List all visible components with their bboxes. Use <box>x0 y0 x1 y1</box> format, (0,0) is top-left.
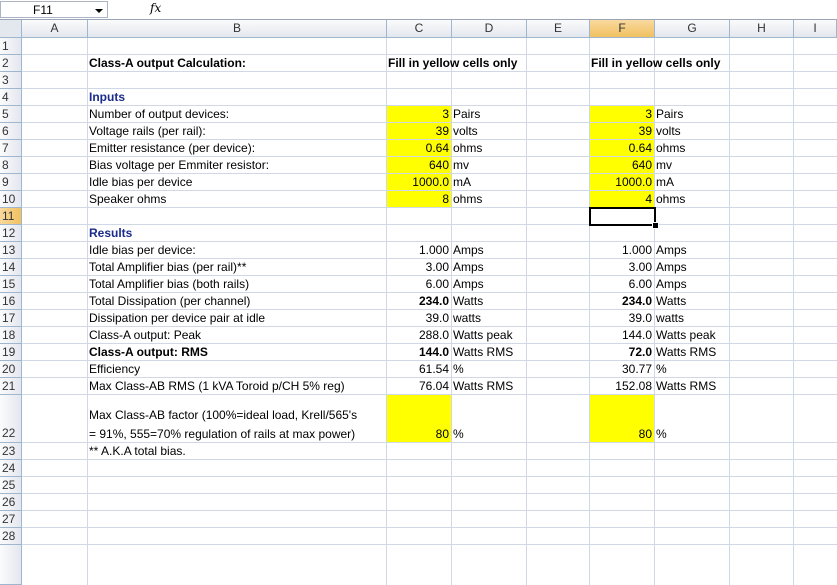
column-header-b[interactable]: B <box>88 20 387 38</box>
value-f15[interactable]: 6.00 <box>628 277 652 291</box>
row-header[interactable]: 26 <box>0 494 22 511</box>
value-c19[interactable]: 144.0 <box>418 345 449 359</box>
unit-g14[interactable]: Amps <box>656 260 687 274</box>
input-f6[interactable]: 39 <box>638 124 652 138</box>
row-header[interactable]: 16 <box>0 293 22 310</box>
row-header[interactable]: 5 <box>0 106 22 123</box>
formula-bar <box>0 0 837 20</box>
value-f16[interactable]: 234.0 <box>621 294 652 308</box>
row-header[interactable]: 15 <box>0 276 22 293</box>
unit-g18[interactable]: Watts peak <box>656 328 716 342</box>
column-header-c[interactable]: C <box>387 20 452 38</box>
function-icon[interactable]: fx <box>150 1 162 15</box>
row-header[interactable]: 1 <box>0 38 22 55</box>
row-header[interactable]: 14 <box>0 259 22 276</box>
row-header[interactable]: 8 <box>0 157 22 174</box>
unit-g20[interactable]: % <box>656 362 667 376</box>
value-c15[interactable]: 6.00 <box>425 277 449 291</box>
unit-d15[interactable]: Amps <box>453 277 484 291</box>
row-header[interactable]: 13 <box>0 242 22 259</box>
row-header[interactable]: 20 <box>0 361 22 378</box>
value-c20[interactable]: 61.54 <box>418 362 449 376</box>
label-b20[interactable]: Efficiency <box>89 362 141 376</box>
value-f14[interactable]: 3.00 <box>628 260 652 274</box>
formula-input[interactable] <box>170 1 830 18</box>
column-header-i[interactable]: I <box>794 20 837 38</box>
row-header[interactable]: 19 <box>0 344 22 361</box>
row-header[interactable]: 17 <box>0 310 22 327</box>
unit-g17[interactable]: watts <box>656 311 685 325</box>
unit-g10[interactable]: ohms <box>656 192 686 206</box>
input-f8[interactable]: 640 <box>631 158 652 172</box>
label-b10[interactable]: Speaker ohms <box>89 192 167 206</box>
row-header[interactable]: 6 <box>0 123 22 140</box>
input-c8[interactable]: 640 <box>428 158 449 172</box>
chevron-down-icon[interactable] <box>95 9 103 13</box>
unit-d20[interactable]: % <box>453 362 464 376</box>
value-f18[interactable]: 144.0 <box>621 328 652 342</box>
footnote-b23[interactable]: ** A.K.A total bias. <box>89 444 186 458</box>
input-f10[interactable]: 4 <box>645 192 652 206</box>
unit-d5[interactable]: Pairs <box>453 107 481 121</box>
label-b15[interactable]: Total Amplifier bias (both rails) <box>89 277 250 291</box>
value-f13[interactable]: 1.000 <box>621 243 652 257</box>
unit-d14[interactable]: Amps <box>453 260 484 274</box>
instruction-f2[interactable]: Fill in yellow cells only <box>591 56 721 70</box>
select-all-corner[interactable] <box>0 20 22 38</box>
input-c5[interactable]: 3 <box>442 107 449 121</box>
instruction-c2[interactable]: Fill in yellow cells only <box>388 56 518 70</box>
row-header[interactable]: 12 <box>0 225 22 242</box>
unit-g7[interactable]: ohms <box>656 141 686 155</box>
row-header[interactable]: 22 <box>0 395 22 443</box>
value-c21[interactable]: 76.04 <box>418 379 449 393</box>
value-c16[interactable]: 234.0 <box>418 294 449 308</box>
unit-g22[interactable]: % <box>656 427 667 441</box>
value-f17[interactable]: 39.0 <box>628 311 652 325</box>
unit-d22[interactable]: % <box>453 427 464 441</box>
label-b8[interactable]: Bias voltage per Emmiter resistor: <box>89 158 270 172</box>
unit-d13[interactable]: Amps <box>453 243 484 257</box>
unit-d10[interactable]: ohms <box>453 192 483 206</box>
unit-d17[interactable]: watts <box>453 311 482 325</box>
label-b22-line2[interactable]: = 91%, 555=70% regulation of rails at max power) <box>89 427 356 441</box>
input-c22[interactable]: 80 <box>435 427 449 441</box>
label-b19[interactable]: Class-A output: RMS <box>89 345 208 359</box>
unit-d8[interactable]: mv <box>453 158 469 172</box>
unit-g5[interactable]: Pairs <box>656 107 684 121</box>
column-header-h[interactable]: H <box>730 20 794 38</box>
row-header[interactable]: 3 <box>0 72 22 89</box>
input-c6[interactable]: 39 <box>435 124 449 138</box>
unit-d19[interactable]: Watts RMS <box>453 345 514 359</box>
value-c9[interactable]: 1000.0 <box>412 175 449 189</box>
fill-handle[interactable] <box>652 222 659 229</box>
active-cell-f11[interactable] <box>589 207 656 226</box>
row-header[interactable]: 24 <box>0 460 22 477</box>
row-header[interactable]: 10 <box>0 191 22 208</box>
label-b21[interactable]: Max Class-AB RMS (1 kVA Toroid p/CH 5% reg) <box>89 379 345 393</box>
column-header-a[interactable]: A <box>22 20 88 38</box>
unit-d21[interactable]: Watts RMS <box>453 379 514 393</box>
row-header[interactable]: 25 <box>0 477 22 494</box>
unit-g9[interactable]: mA <box>656 175 674 189</box>
unit-g6[interactable]: volts <box>656 124 681 138</box>
label-b7[interactable]: Emitter resistance (per device): <box>89 141 256 155</box>
row-header[interactable]: 7 <box>0 140 22 157</box>
input-f5[interactable]: 3 <box>645 107 652 121</box>
row-header[interactable]: 11 <box>0 208 22 225</box>
sheet-title[interactable]: Class-A output Calculation: <box>89 56 246 70</box>
row-header[interactable]: 27 <box>0 511 22 528</box>
name-box-value: F11 <box>33 3 53 17</box>
row-header[interactable]: 9 <box>0 174 22 191</box>
value-c18[interactable]: 288.0 <box>418 328 449 342</box>
value-c17[interactable]: 39.0 <box>425 311 449 325</box>
unit-g8[interactable]: mv <box>656 158 672 172</box>
value-c13[interactable]: 1.000 <box>418 243 449 257</box>
value-c14[interactable]: 3.00 <box>425 260 449 274</box>
row-header[interactable]: 2 <box>0 55 22 72</box>
unit-g15[interactable]: Amps <box>656 277 687 291</box>
inputs-heading[interactable]: Inputs <box>89 90 125 104</box>
input-c10[interactable]: 8 <box>442 192 449 206</box>
row-header[interactable]: 28 <box>0 528 22 545</box>
input-c7[interactable]: 0.64 <box>425 141 449 155</box>
results-heading[interactable]: Results <box>89 226 133 240</box>
value-f21[interactable]: 152.08 <box>615 379 652 393</box>
label-b18[interactable]: Class-A output: Peak <box>89 328 202 342</box>
unit-d7[interactable]: ohms <box>453 141 483 155</box>
value-f20[interactable]: 30.77 <box>621 362 652 376</box>
row-header[interactable]: 4 <box>0 89 22 106</box>
column-header-g[interactable]: G <box>655 20 730 38</box>
label-b14[interactable]: Total Amplifier bias (per rail)** <box>89 260 247 274</box>
label-b16[interactable]: Total Dissipation (per channel) <box>89 294 251 308</box>
row-header[interactable]: 21 <box>0 378 22 395</box>
column-header-f[interactable]: F <box>590 20 655 38</box>
unit-g21[interactable]: Watts RMS <box>656 379 717 393</box>
column-header-d[interactable]: D <box>452 20 527 38</box>
spreadsheet-grid[interactable] <box>22 38 837 585</box>
value-f9[interactable]: 1000.0 <box>615 175 652 189</box>
row-header <box>0 545 22 585</box>
input-f22[interactable]: 80 <box>638 427 652 441</box>
row-header[interactable]: 18 <box>0 327 22 344</box>
unit-d18[interactable]: Watts peak <box>453 328 513 342</box>
label-b9[interactable]: Idle bias per device <box>89 175 193 189</box>
label-b22-line1[interactable]: Max Class-AB factor (100%=ideal load, Krell/565's <box>89 408 358 422</box>
label-b17[interactable]: Dissipation per device pair at idle <box>89 311 266 325</box>
unit-d16[interactable]: Watts <box>453 294 484 308</box>
unit-g19[interactable]: Watts RMS <box>656 345 717 359</box>
unit-g13[interactable]: Amps <box>656 243 687 257</box>
row-header[interactable]: 23 <box>0 443 22 460</box>
column-headers <box>0 20 837 38</box>
unit-d9[interactable]: mA <box>453 175 471 189</box>
label-b6[interactable]: Voltage rails (per rail): <box>89 124 206 138</box>
label-b13[interactable]: Idle bias per device: <box>89 243 196 257</box>
label-b5[interactable]: Number of output devices: <box>89 107 230 121</box>
unit-g16[interactable]: Watts <box>656 294 687 308</box>
name-box[interactable] <box>0 1 108 18</box>
input-f7[interactable]: 0.64 <box>628 141 652 155</box>
value-f19[interactable]: 72.0 <box>628 345 652 359</box>
unit-d6[interactable]: volts <box>453 124 478 138</box>
column-header-e[interactable]: E <box>527 20 590 38</box>
